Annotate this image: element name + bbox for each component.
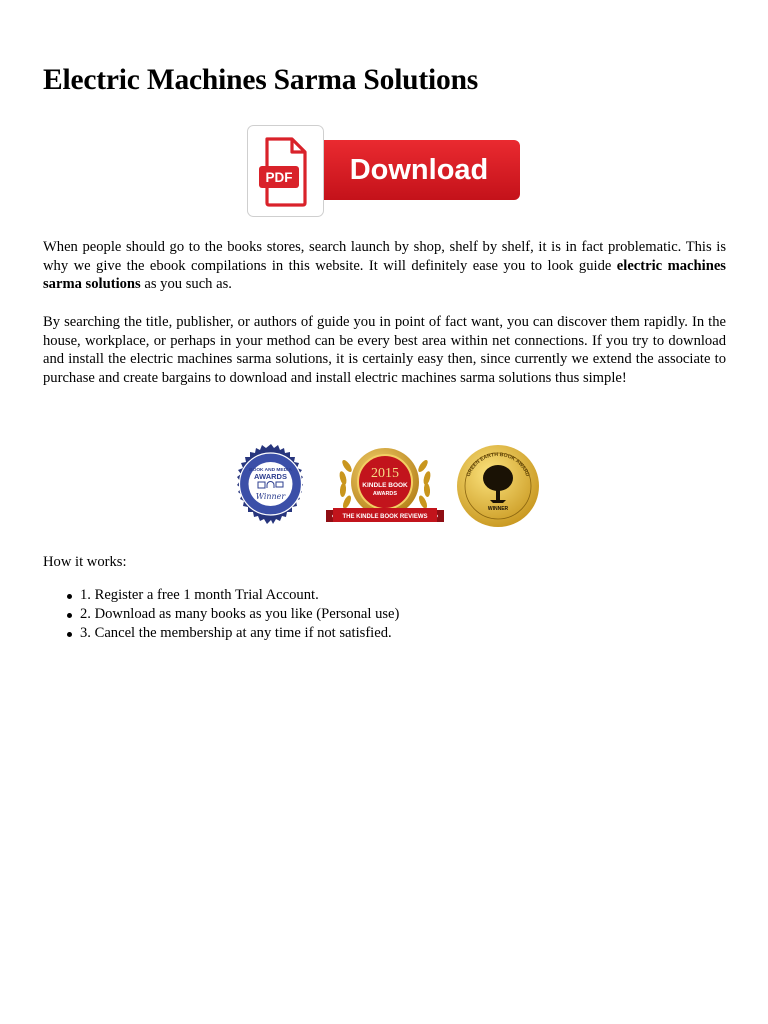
list-item bbox=[43, 586, 399, 605]
intro-paragraph bbox=[43, 238, 726, 294]
step-text: 2. Download as many books as you like (Personal use) bbox=[80, 606, 400, 622]
steps-list bbox=[43, 586, 399, 643]
award-year: 2015 bbox=[371, 466, 399, 481]
green-earth-book-award-medal bbox=[454, 440, 543, 534]
intro-bold-keyword: electric machines sarma solutions bbox=[43, 257, 726, 293]
pdf-badge-label: PDF bbox=[265, 170, 293, 185]
seal-script-text: Winner bbox=[255, 492, 286, 501]
list-item bbox=[43, 605, 399, 624]
awards-row bbox=[229, 440, 543, 534]
page-title: Electric Machines Sarma Solutions bbox=[43, 64, 479, 96]
intro-text: When people should go to the books stores, search launch by shop, shelf by shelf, it is in fact problematic. This is why we give the ebook compilations in this website. It will definitely ease you to look guide bbox=[43, 239, 726, 274]
award-line2: AWARDS bbox=[372, 491, 398, 497]
medal-label: WINNER bbox=[487, 506, 509, 512]
download-pdf-button[interactable] bbox=[247, 125, 524, 217]
ribbon-text: THE KINDLE BOOK REVIEWS bbox=[342, 514, 428, 520]
bullet-icon bbox=[67, 632, 72, 637]
seal-top-text: BOOK AND MEDIA bbox=[249, 468, 292, 473]
how-it-works-heading: How it works: bbox=[43, 554, 127, 570]
step-text: 3. Cancel the membership at any time if not satisfied. bbox=[80, 625, 392, 641]
bullet-icon bbox=[67, 594, 72, 599]
seal-main-text: AWARDS bbox=[254, 472, 287, 481]
book-media-awards-seal bbox=[229, 440, 313, 534]
intro-text-end: as you such as. bbox=[140, 276, 232, 293]
bullet-icon bbox=[67, 613, 72, 618]
description-paragraph: By searching the title, publisher, or authors of guide you in point of fact want, you can discover them rapidly. In the house, workplace, or perhaps in your method can be every best area within net connections. If you try to download and install the electric machines sarma solutions, it is certainly easy then, since currently we extend the associate to purchase and create bargains to download and install electric machines sarma solutions thus simple! bbox=[43, 314, 726, 386]
award-line1: KINDLE BOOK bbox=[362, 482, 408, 489]
list-item bbox=[43, 624, 399, 643]
medal-ring-textpath: GREEN EARTH BOOK AWARD bbox=[465, 451, 531, 478]
kindle-book-awards-badge bbox=[324, 440, 446, 534]
download-label: Download bbox=[349, 154, 489, 186]
step-text: 1. Register a free 1 month Trial Account. bbox=[80, 587, 319, 603]
